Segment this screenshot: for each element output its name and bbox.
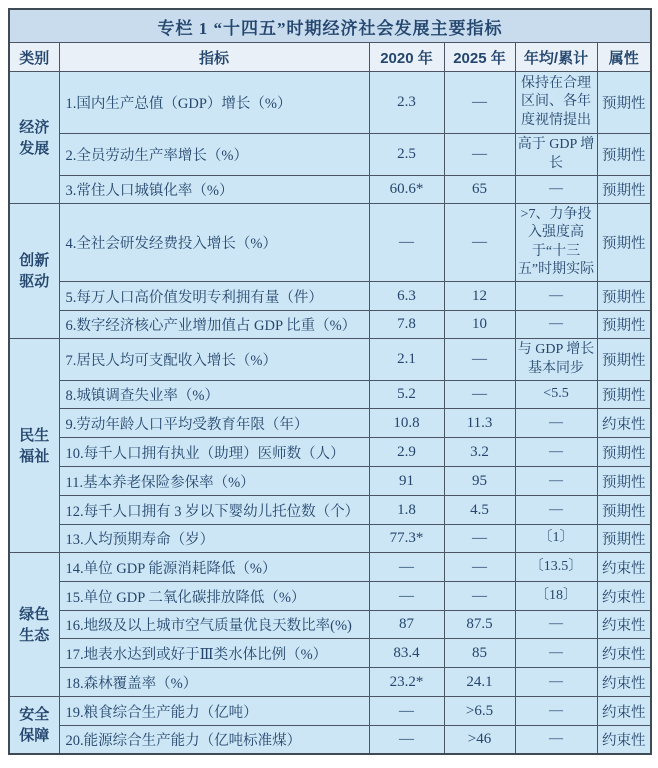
table-row <box>9 697 651 726</box>
attribute-cell: 约束性 <box>597 668 651 697</box>
value-2025: 87.5 <box>444 611 515 639</box>
attribute-cell: 预期性 <box>597 525 651 553</box>
value-2020: 91 <box>369 467 444 496</box>
attribute-cell: 预期性 <box>597 176 651 204</box>
avg-cumulative-cell: >7、力争投入强度高于“十三五”时期实际 <box>515 204 597 282</box>
indicator-cell: 3.常住人口城镇化率（%） <box>59 176 369 204</box>
indicator-cell: 1.国内生产总值（GDP）增长（%） <box>59 72 369 134</box>
attribute-cell: 约束性 <box>597 697 651 726</box>
table-row <box>9 282 651 311</box>
attribute-cell: 预期性 <box>597 339 651 381</box>
col-header-2025: 2025 年 <box>444 43 515 72</box>
indicator-cell: 18.森林覆盖率（%） <box>59 668 369 697</box>
indicator-cell: 20.能源综合生产能力（亿吨标准煤） <box>59 726 369 754</box>
value-2025: 4.5 <box>444 496 515 525</box>
table-row <box>9 176 651 204</box>
value-2025: — <box>444 134 515 176</box>
attribute-cell: 预期性 <box>597 381 651 409</box>
indicator-cell: 12.每千人口拥有 3 岁以下婴幼儿托位数（个） <box>59 496 369 525</box>
indicator-cell: 15.单位 GDP 二氧化碳排放降低（%） <box>59 582 369 611</box>
attribute-cell: 约束性 <box>597 639 651 668</box>
value-2020: 6.3 <box>369 282 444 311</box>
value-2020: 1.8 <box>369 496 444 525</box>
value-2025: 85 <box>444 639 515 668</box>
value-2025: 12 <box>444 282 515 311</box>
table-row <box>9 72 651 134</box>
value-2025: 95 <box>444 467 515 496</box>
col-header-avg: 年均/累计 <box>515 43 597 72</box>
col-header-2020: 2020 年 <box>369 43 444 72</box>
value-2020: — <box>369 697 444 726</box>
value-2020: — <box>369 582 444 611</box>
value-2020: 60.6* <box>369 176 444 204</box>
category-cell: 绿色生态 <box>9 553 59 697</box>
value-2020: 77.3* <box>369 525 444 553</box>
value-2020: 2.1 <box>369 339 444 381</box>
avg-cumulative-cell: — <box>515 639 597 668</box>
value-2020: 10.8 <box>369 409 444 438</box>
value-2025: — <box>444 525 515 553</box>
indicator-cell: 2.全员劳动生产率增长（%） <box>59 134 369 176</box>
avg-cumulative-cell: — <box>515 726 597 754</box>
value-2020: 23.2* <box>369 668 444 697</box>
value-2025: 24.1 <box>444 668 515 697</box>
table-row <box>9 582 651 611</box>
avg-cumulative-cell: — <box>515 467 597 496</box>
indicator-cell: 7.居民人均可支配收入增长（%） <box>59 339 369 381</box>
attribute-cell: 约束性 <box>597 553 651 582</box>
table-header-row <box>9 43 651 72</box>
value-2020: — <box>369 726 444 754</box>
indicator-cell: 5.每万人口高价值发明专利拥有量（件） <box>59 282 369 311</box>
indicator-cell: 10.每千人口拥有执业（助理）医师数（人） <box>59 438 369 467</box>
avg-cumulative-cell: 保持在合理区间、各年度视情提出 <box>515 72 597 134</box>
value-2020: 5.2 <box>369 381 444 409</box>
table-row <box>9 668 651 697</box>
table-row <box>9 467 651 496</box>
table-row <box>9 339 651 381</box>
attribute-cell: 预期性 <box>597 438 651 467</box>
col-header-category: 类别 <box>9 43 59 72</box>
value-2025: 11.3 <box>444 409 515 438</box>
value-2025: — <box>444 339 515 381</box>
value-2020: 2.3 <box>369 72 444 134</box>
category-cell: 经济发展 <box>9 72 59 204</box>
avg-cumulative-cell: — <box>515 697 597 726</box>
value-2020: 87 <box>369 611 444 639</box>
table-row <box>9 134 651 176</box>
avg-cumulative-cell: — <box>515 611 597 639</box>
avg-cumulative-cell: — <box>515 668 597 697</box>
table-row <box>9 496 651 525</box>
indicators-table <box>8 8 652 755</box>
avg-cumulative-cell: 〔18〕 <box>515 582 597 611</box>
table-title-row <box>9 9 651 43</box>
value-2025: 10 <box>444 311 515 339</box>
value-2020: 7.8 <box>369 311 444 339</box>
table-row <box>9 525 651 553</box>
avg-cumulative-cell: — <box>515 282 597 311</box>
value-2025: — <box>444 204 515 282</box>
attribute-cell: 预期性 <box>597 134 651 176</box>
value-2020: 2.9 <box>369 438 444 467</box>
value-2020: 2.5 <box>369 134 444 176</box>
avg-cumulative-cell: — <box>515 409 597 438</box>
value-2025: — <box>444 72 515 134</box>
table-row <box>9 381 651 409</box>
attribute-cell: 约束性 <box>597 409 651 438</box>
table-row <box>9 639 651 668</box>
avg-cumulative-cell: — <box>515 176 597 204</box>
value-2025: — <box>444 553 515 582</box>
indicator-cell: 9.劳动年龄人口平均受教育年限（年） <box>59 409 369 438</box>
value-2025: 65 <box>444 176 515 204</box>
avg-cumulative-cell: — <box>515 311 597 339</box>
value-2020: — <box>369 553 444 582</box>
avg-cumulative-cell: 〔1〕 <box>515 525 597 553</box>
category-cell: 民生福祉 <box>9 339 59 553</box>
indicator-cell: 8.城镇调查失业率（%） <box>59 381 369 409</box>
table-row <box>9 611 651 639</box>
table-title: 专栏 1 “十四五”时期经济社会发展主要指标 <box>9 9 651 43</box>
value-2020: 83.4 <box>369 639 444 668</box>
category-cell: 创新驱动 <box>9 204 59 339</box>
attribute-cell: 预期性 <box>597 467 651 496</box>
table-row <box>9 553 651 582</box>
col-header-attr: 属性 <box>597 43 651 72</box>
attribute-cell: 预期性 <box>597 204 651 282</box>
attribute-cell: 预期性 <box>597 496 651 525</box>
attribute-cell: 约束性 <box>597 582 651 611</box>
attribute-cell: 约束性 <box>597 611 651 639</box>
table-row <box>9 409 651 438</box>
table-row <box>9 204 651 282</box>
indicator-cell: 14.单位 GDP 能源消耗降低（%） <box>59 553 369 582</box>
avg-cumulative-cell: <5.5 <box>515 381 597 409</box>
indicator-cell: 4.全社会研发经费投入增长（%） <box>59 204 369 282</box>
avg-cumulative-cell: 高于 GDP 增长 <box>515 134 597 176</box>
indicator-cell: 19.粮食综合生产能力（亿吨） <box>59 697 369 726</box>
category-cell: 安全保障 <box>9 697 59 754</box>
col-header-indicator: 指标 <box>59 43 369 72</box>
attribute-cell: 预期性 <box>597 311 651 339</box>
attribute-cell: 预期性 <box>597 72 651 134</box>
indicator-cell: 17.地表水达到或好于Ⅲ类水体比例（%） <box>59 639 369 668</box>
value-2025: >46 <box>444 726 515 754</box>
indicator-cell: 13.人均预期寿命（岁） <box>59 525 369 553</box>
indicator-cell: 11.基本养老保险参保率（%） <box>59 467 369 496</box>
attribute-cell: 预期性 <box>597 282 651 311</box>
value-2025: 3.2 <box>444 438 515 467</box>
value-2025: — <box>444 582 515 611</box>
table-row <box>9 726 651 754</box>
table-row <box>9 438 651 467</box>
avg-cumulative-cell: 与 GDP 增长基本同步 <box>515 339 597 381</box>
table-row <box>9 311 651 339</box>
attribute-cell: 约束性 <box>597 726 651 754</box>
avg-cumulative-cell: — <box>515 496 597 525</box>
avg-cumulative-cell: — <box>515 438 597 467</box>
indicator-cell: 6.数字经济核心产业增加值占 GDP 比重（%） <box>59 311 369 339</box>
indicator-cell: 16.地级及以上城市空气质量优良天数比率(%) <box>59 611 369 639</box>
value-2025: >6.5 <box>444 697 515 726</box>
value-2020: — <box>369 204 444 282</box>
avg-cumulative-cell: 〔13.5〕 <box>515 553 597 582</box>
value-2025: — <box>444 381 515 409</box>
